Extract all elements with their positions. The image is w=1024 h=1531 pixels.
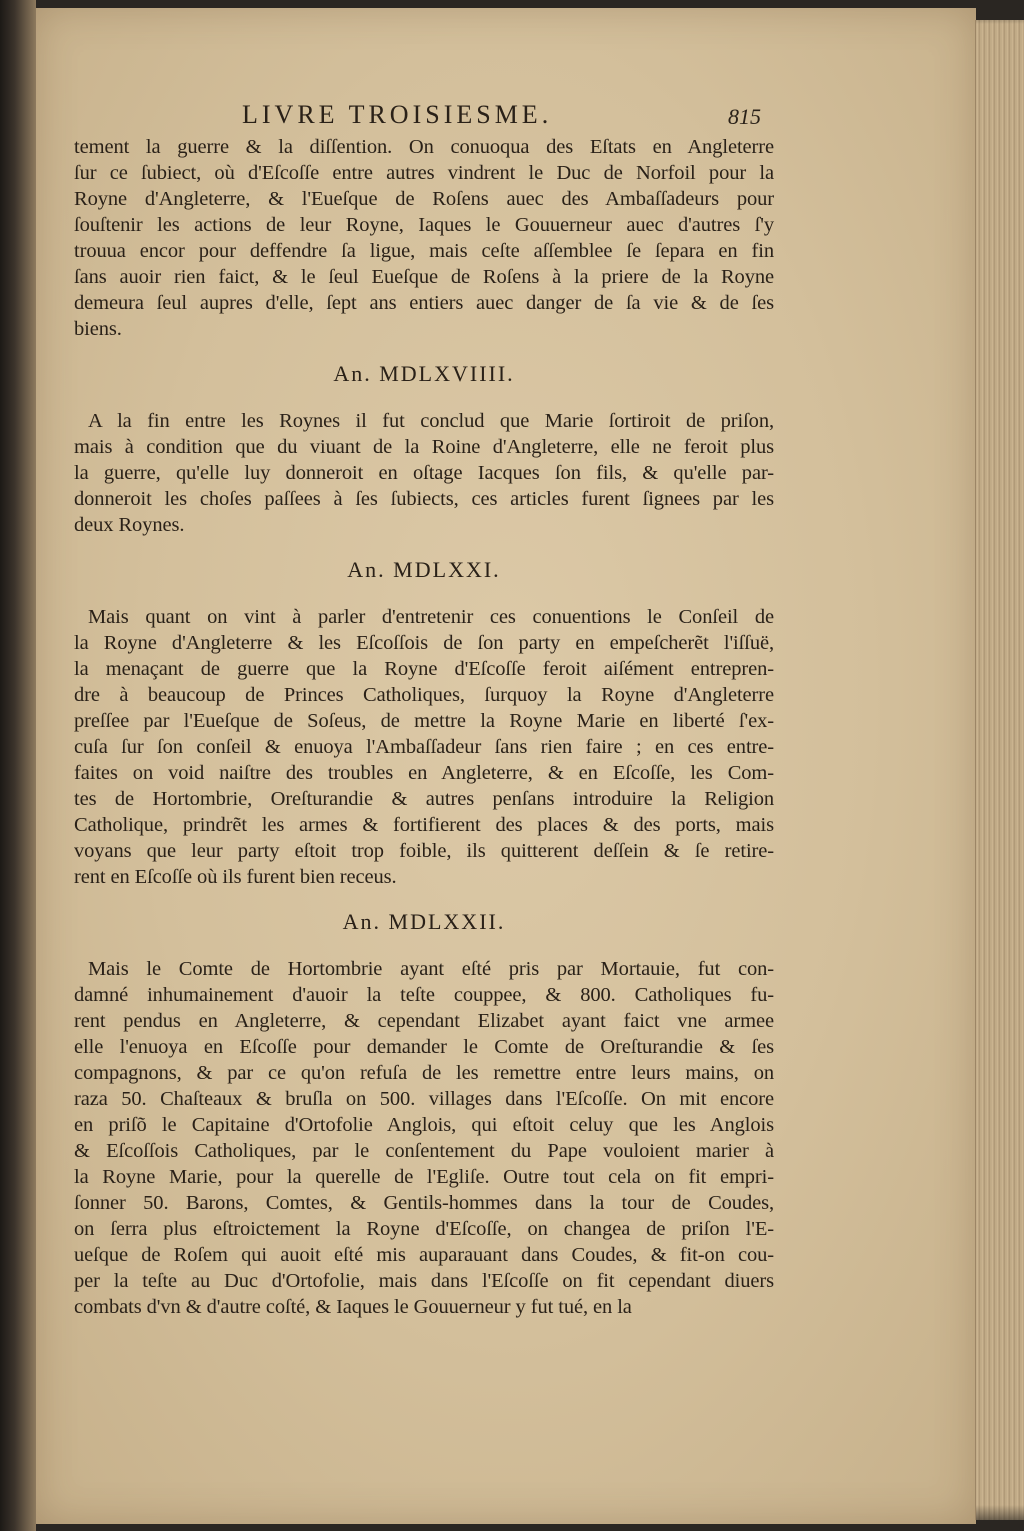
text-line: & Eſcoſſois Catholiques, par le conſentement du Pape vouloient marier à: [74, 1140, 774, 1162]
text-line: la menaçant de guerre que la Royne d'Eſcoſſe feroit aiſément entrepren-: [74, 658, 774, 680]
text-line: cuſa ſur ſon conſeil & enuoya l'Ambaſſadeur ſans rien faire ; en ces entre-: [74, 736, 774, 758]
text-line: tement la guerre & la diſſention. On conuoqua des Eſtats en Angleterre: [74, 136, 774, 158]
text-line: Royne d'Angleterre, & l'Eueſque de Roſens auec des Ambaſſadeurs pour: [74, 188, 774, 210]
text-line: raza 50. Chaſteaux & bruſla on 500. villages dans l'Eſcoſſe. On mit encore: [74, 1088, 774, 1110]
text-line: voyans que leur party eſtoit trop foible, ils quitterent deſſein & ſe retire-: [74, 840, 774, 862]
paragraph: [74, 956, 774, 1320]
text-line: ſouſtenir les actions de leur Royne, Iaques le Gouuerneur auec d'autres ſ'y: [74, 214, 774, 236]
text-block: [74, 94, 774, 1334]
text-line: mais à condition que du viuant de la Roine d'Angleterre, elle ne feroit plus: [74, 436, 774, 458]
running-head: [74, 94, 774, 134]
year-heading: An. MDLXVIIII.: [333, 361, 515, 386]
text-line: ſans auoir rien faict, & le ſeul Eueſque de Roſens à la priere de la Royne: [74, 266, 774, 288]
text-line: compagnons, & par ce qu'on refuſa de les remettre entre leurs mains, on: [74, 1062, 774, 1084]
paragraph: [74, 408, 774, 538]
text-line: demeura ſeul aupres d'elle, ſept ans entiers auec danger de ſa vie & de ſes: [74, 292, 774, 314]
book-gutter: [0, 0, 36, 1531]
text-line: on ſerra plus eſtroictement la Royne d'Eſcoſſe, on changea de priſon l'E-: [74, 1218, 774, 1240]
text-line: donneroit les choſes paſſees à ſes ſubiects, ces articles furent ſignees par les: [74, 488, 774, 510]
paragraph: [74, 604, 774, 890]
running-title: LIVRE TROISIESME.: [242, 100, 553, 129]
text-line: ſonner 50. Barons, Comtes, & Gentils-hommes dans la tour de Coudes,: [74, 1192, 774, 1214]
text-line: rent pendus en Angleterre, & cependant Elizabet ayant faict vne armee: [74, 1010, 774, 1032]
body-text: [74, 134, 774, 1320]
text-line: la Royne Marie, pour la querelle de l'Egliſe. Outre tout cela on fit empri-: [74, 1166, 774, 1188]
text-line: Mais quant on vint à parler d'entretenir ces conuentions le Conſeil de: [88, 606, 774, 628]
text-line: A la fin entre les Roynes il fut conclud que Marie ſortiroit de priſon,: [88, 410, 774, 432]
text-line: biens.: [74, 318, 122, 340]
text-line: preſſee par l'Eueſque de Soſeus, de mettre la Royne Marie en liberté ſ'ex-: [74, 710, 774, 732]
text-line: ueſque de Roſem qui auoit eſté mis auparauant dans Coudes, & fit-on cou-: [74, 1244, 774, 1266]
text-line: en priſõ le Capitaine d'Ortofolie Anglois, qui eſtoit celuy que les Anglois: [74, 1114, 774, 1136]
text-line: la Royne d'Angleterre & les Eſcoſſois de ſon party en empeſcherẽt l'iſſuë,: [74, 632, 774, 654]
text-line: Catholique, prindrẽt les armes & fortifierent des places & des ports, mais: [74, 814, 774, 836]
text-line: Mais le Comte de Hortombrie ayant eſté pris par Mortauie, fut con-: [88, 958, 774, 980]
year-heading: An. MDLXXII.: [342, 909, 506, 934]
text-line: rent en Eſcoſſe où ils furent bien receus.: [74, 866, 397, 888]
text-line: trouua encor pour deffendre ſa ligue, mais ceſte aſſemblee ſe ſepara en fin: [74, 240, 774, 262]
text-line: faites on void naiſtre des troubles en Angleterre, & en Eſcoſſe, les Com-: [74, 762, 774, 784]
text-line: la guerre, qu'elle luy donneroit en oſtage Iacques ſon fils, & qu'elle par-: [74, 462, 774, 484]
text-line: elle l'enuoya en Eſcoſſe pour demander le Comte de Oreſturandie & ſes: [74, 1036, 774, 1058]
year-heading: An. MDLXXI.: [347, 557, 501, 582]
text-line: combats d'vn & d'autre coſté, & Iaques le Gouuerneur y fut tué, en la: [74, 1296, 632, 1318]
page-number: 815: [728, 104, 761, 129]
text-line: deux Roynes.: [74, 514, 185, 536]
text-line: damné inhumainement d'auoir la teſte couppee, & 800. Catholiques fu-: [74, 984, 774, 1006]
paragraph: [74, 134, 774, 342]
text-line: per la teſte au Duc d'Ortofolie, mais dans l'Eſcoſſe on fit cependant diuers: [74, 1270, 774, 1292]
text-line: dre à beaucoup de Princes Catholiques, ſurquoy la Royne d'Angleterre: [74, 684, 774, 706]
text-line: tes de Hortombrie, Oreſturandie & autres penſans introduire la Religion: [74, 788, 774, 810]
text-line: ſur ce ſubiect, où d'Eſcoſſe entre autres vindrent le Duc de Norfoil pour la: [74, 162, 774, 184]
